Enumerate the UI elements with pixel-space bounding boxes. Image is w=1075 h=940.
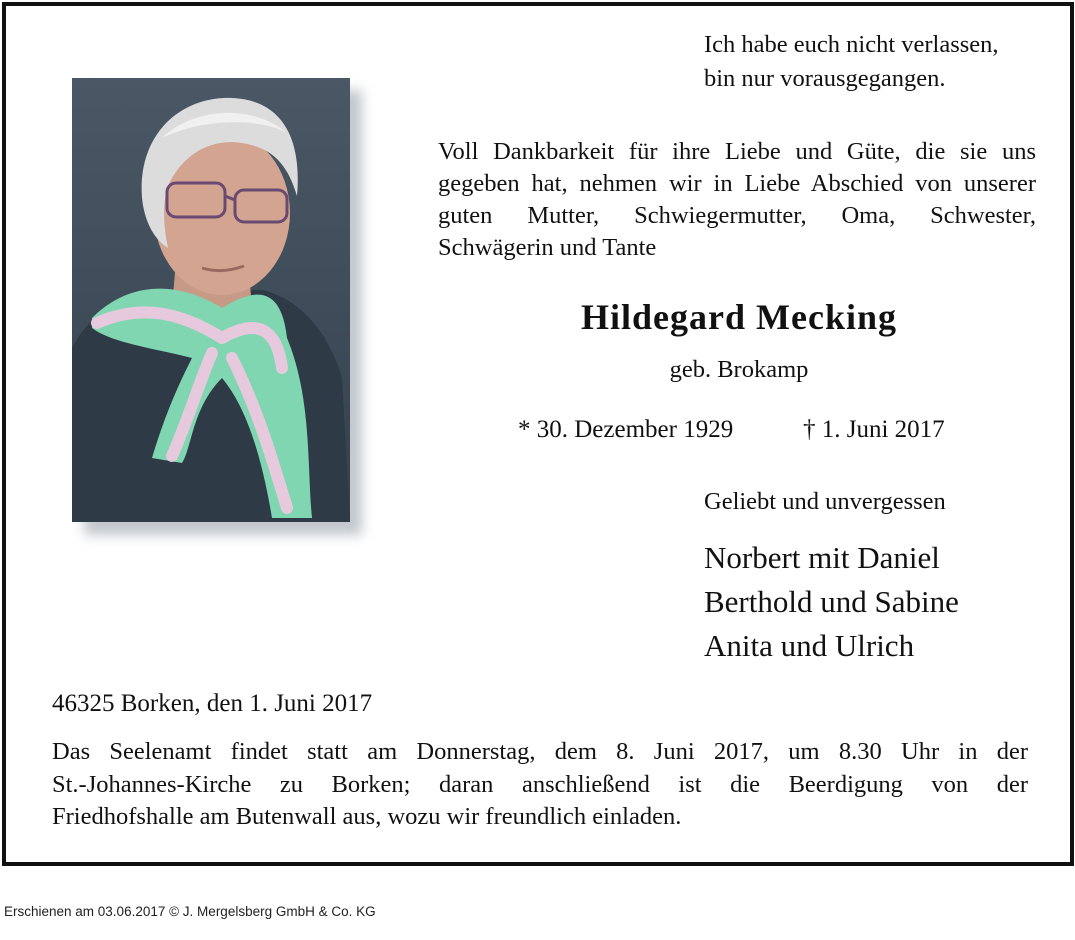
portrait-illustration	[72, 78, 350, 522]
mourner: Norbert mit Daniel	[704, 540, 940, 575]
service-info	[52, 736, 1028, 834]
mourner: Anita und Ulrich	[704, 628, 915, 663]
service-line: Das Seelenamt findet statt am Donnerstag, dem 8. Juni 2017, um 8.30 Uhr in der	[52, 738, 1028, 765]
publication-footer: Erschienen am 03.06.2017 © J. Mergelsberg GmbH & Co. KG	[4, 904, 376, 919]
service-line: St.-Johannes-Kirche zu Borken; daran anschließend ist die Beerdigung von der	[52, 770, 1028, 798]
deceased-name: Hildegard Mecking	[581, 297, 897, 337]
place-date: 46325 Borken, den 1. Juni 2017	[52, 690, 373, 717]
intro-text: Voll Dankbarkeit für ihre Liebe und Güte, die sie uns gegeben hat, nehmen wir in Liebe Abschied von unserer guten Mutter, Schwiegermutter, Oma, Schwester, Schwägerin und Tante	[438, 138, 1036, 261]
service-line: Friedhofshalle am Butenwall aus, wozu wir freundlich einladen.	[52, 803, 682, 830]
portrait-photo	[72, 78, 350, 522]
motto-line: Ich habe euch nicht verlassen,	[704, 31, 999, 58]
remembrance-line: Geliebt und unvergessen	[704, 488, 946, 515]
motto	[704, 28, 999, 96]
motto-line: bin nur vorausgegangen.	[704, 65, 946, 92]
birth-date: * 30. Dezember 1929	[518, 416, 734, 443]
mourner: Berthold und Sabine	[704, 584, 959, 619]
birth-name: geb. Brokamp	[669, 356, 809, 383]
death-date: † 1. Juni 2017	[803, 416, 945, 443]
mourners-list	[704, 536, 959, 668]
